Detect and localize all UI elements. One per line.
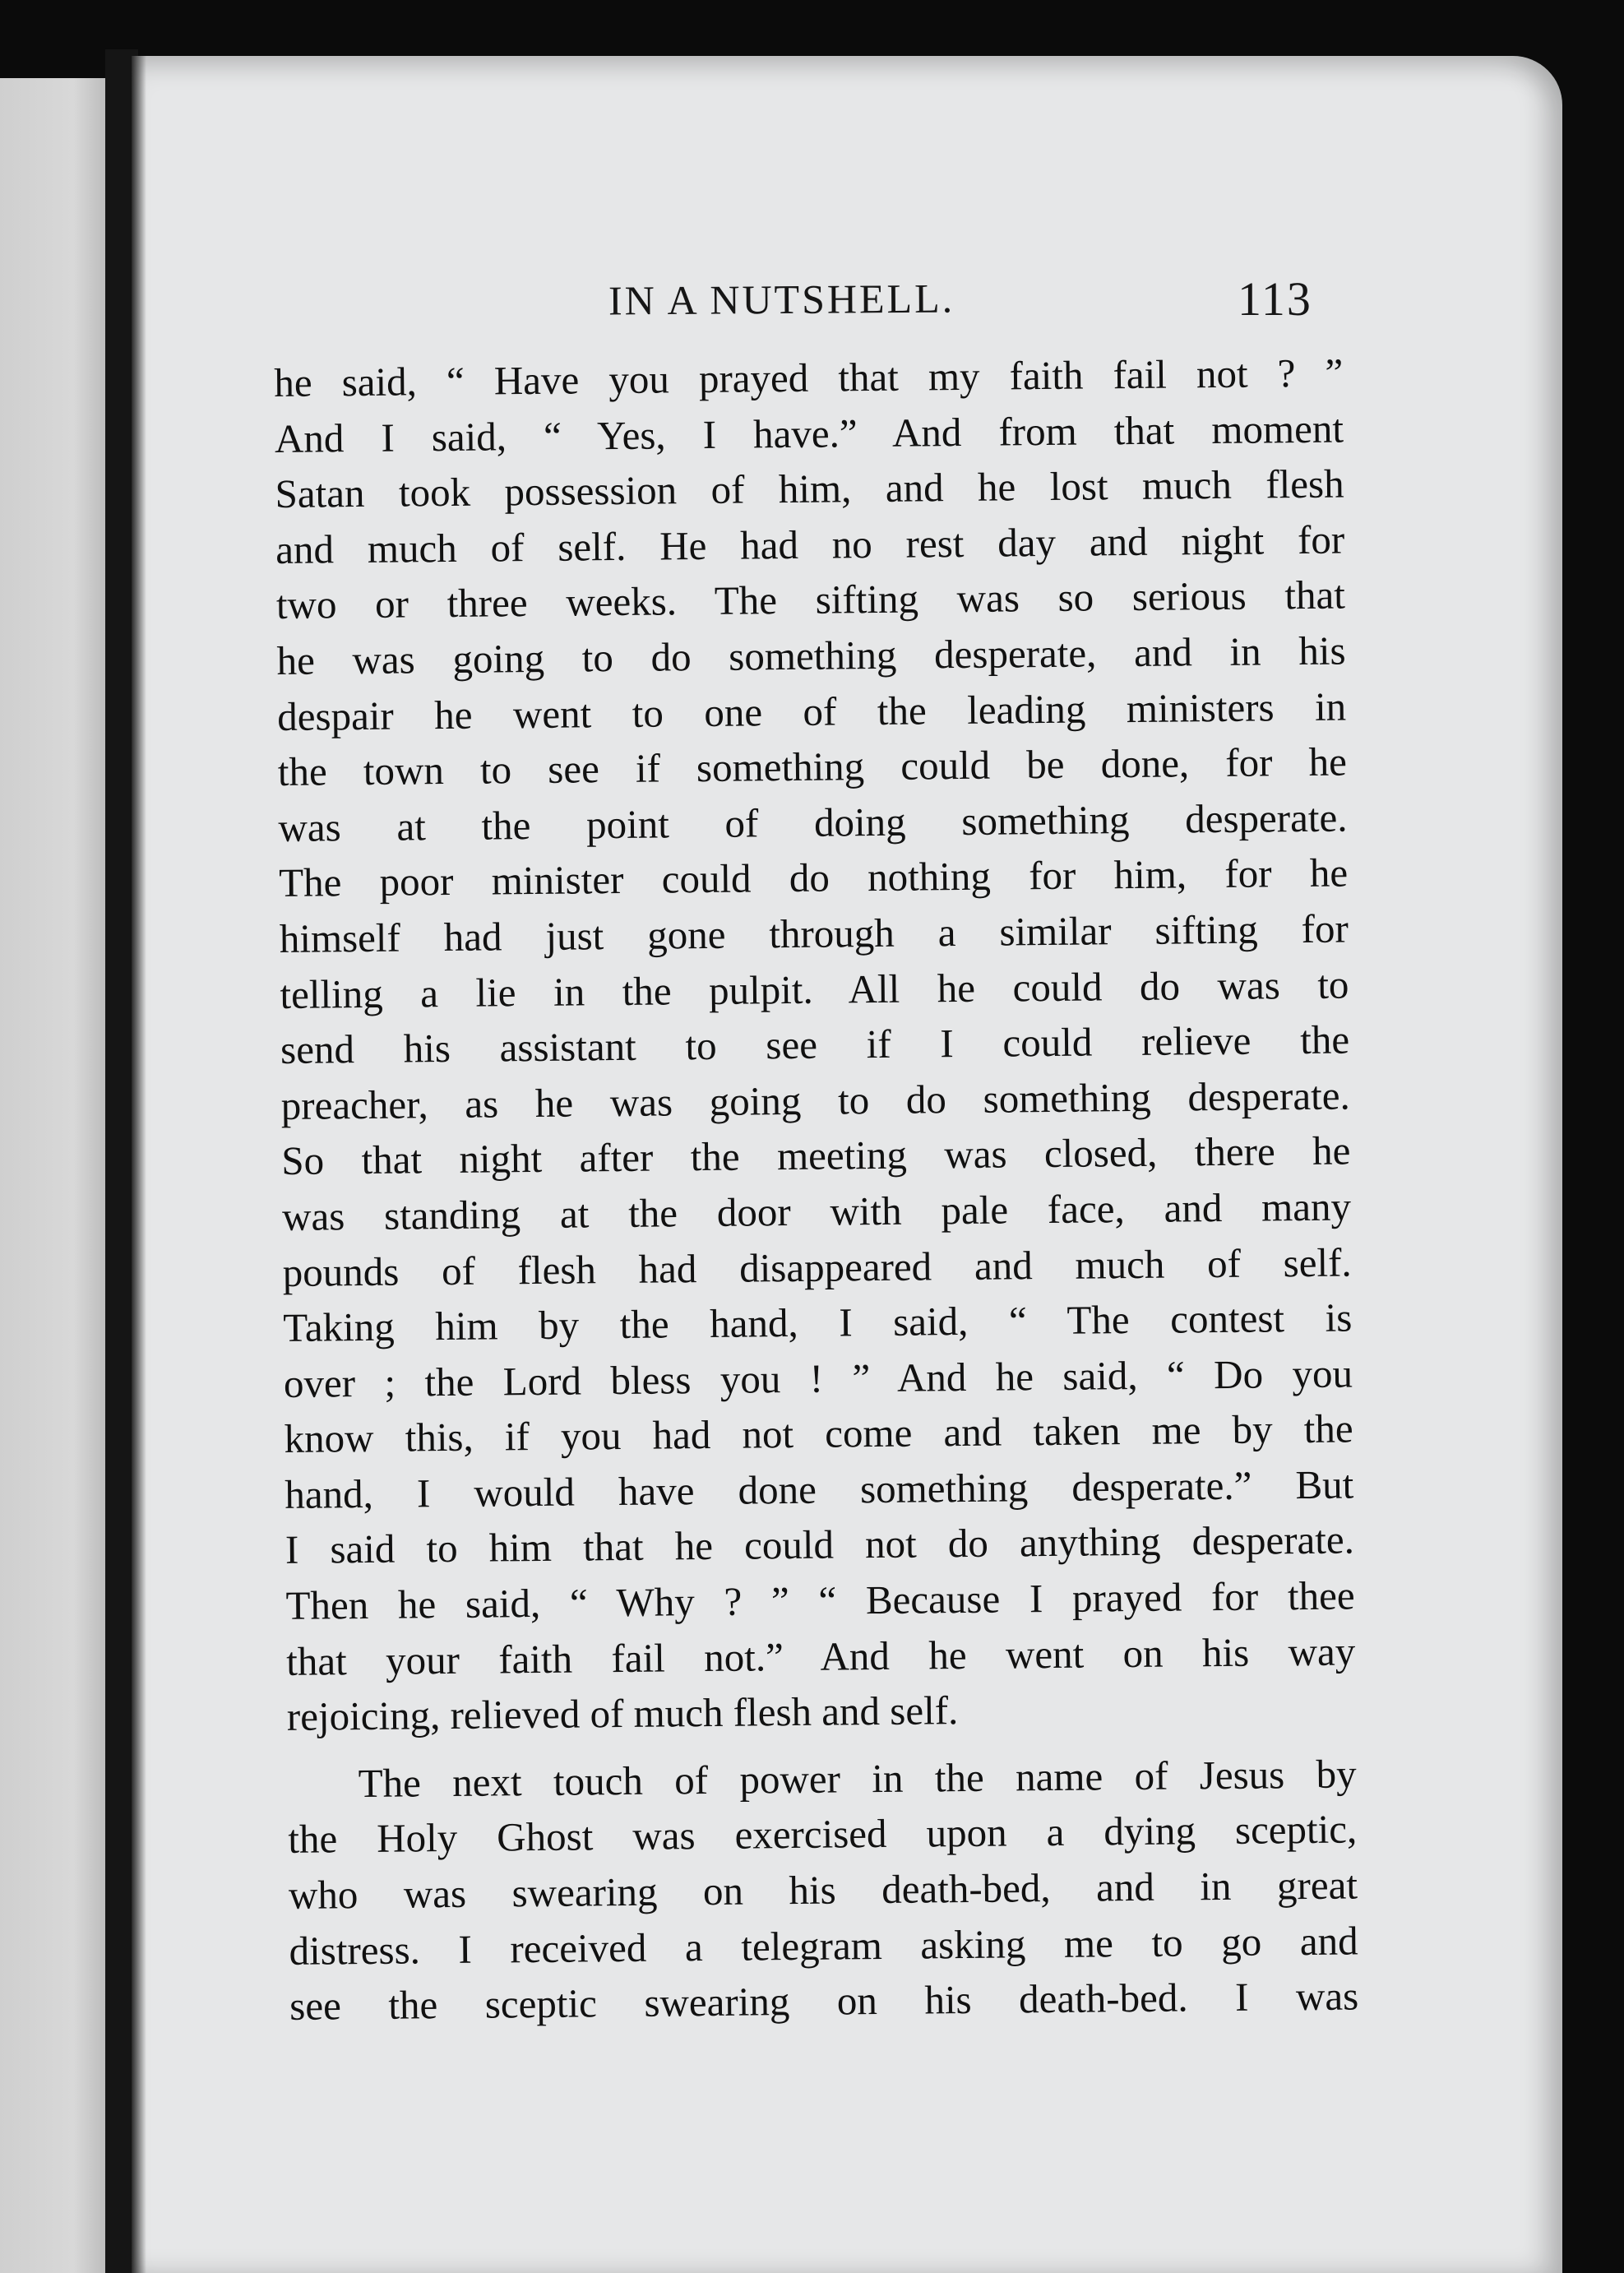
text-line: that your faith fail not.” And he went on his way	[285, 1628, 1356, 1684]
text-line: the town to see if something could be done, for he	[277, 738, 1348, 795]
text-line: himself had just gone through a similar sifting for	[279, 905, 1349, 961]
text-line: see the sceptic swearing on his death-bed. I was	[289, 1973, 1359, 2030]
text-line: was at the point of doing something desperate.	[278, 794, 1348, 850]
text-line: I said to him that he could not do anything desperate.	[285, 1516, 1355, 1573]
text-line: Taking him by the hand, I said, “ The contest is	[283, 1294, 1353, 1351]
text-line: The next touch of power in the name of Jesus by	[358, 1751, 1357, 1806]
text-line: two or three weeks. The sifting was so serious that	[275, 572, 1346, 628]
text-line: pounds of flesh had disappeared and much of self.	[282, 1238, 1352, 1295]
paragraph-2	[287, 1746, 1358, 2034]
text-line: know this, if you had not come and taken me by the	[284, 1405, 1353, 1462]
text-line: despair he went to one of the leading ministers in	[276, 683, 1347, 739]
text-line: Then he said, “ Why ? ” “ Because I prayed for thee	[285, 1572, 1355, 1628]
text-line: who was swearing on his death-bed, and in great	[288, 1862, 1358, 1918]
text-line: distress. I received a telegram asking me to go and	[289, 1918, 1358, 1974]
text-line: The poor minister could do nothing for him, for he	[278, 849, 1349, 906]
page-binding-shadow	[132, 56, 146, 2273]
text-line: he said, “ Have you prayed that my faith fail not ? ”	[274, 350, 1344, 405]
text-line: telling a lie in the pulpit. All he could do was to	[280, 961, 1349, 1017]
paragraph-1	[274, 345, 1356, 1745]
text-line: over ; the Lord bless you ! ” And he said, “ Do you	[283, 1350, 1353, 1406]
text-line: he was going to do something desperate, and in his	[276, 627, 1346, 683]
text-line: rejoicing, relieved of much flesh and self.	[286, 1687, 959, 1740]
text-line: and much of self. He had no rest day and night for	[275, 516, 1345, 572]
text-line: preacher, as he was going to do something desperate.	[280, 1072, 1350, 1128]
text-line: the Holy Ghost was exercised upon a dying sceptic,	[288, 1806, 1358, 1863]
running-head: IN A NUTSHELL.	[608, 275, 955, 324]
body-text	[274, 345, 1359, 2035]
text-line: So that night after the meeting was closed, there he	[281, 1127, 1351, 1184]
facing-page-edge	[0, 78, 105, 2273]
page-number: 113	[1238, 272, 1312, 326]
text-line: was standing at the door with pale face, and many	[281, 1183, 1352, 1239]
text-line: send his assistant to see if I could relieve the	[280, 1016, 1350, 1073]
text-line: hand, I would have done something desperate.” But	[285, 1461, 1354, 1517]
text-line: Satan took possession of him, and he lost much flesh	[275, 461, 1344, 517]
text-line: And I said, “ Yes, I have.” And from that moment	[274, 405, 1344, 461]
